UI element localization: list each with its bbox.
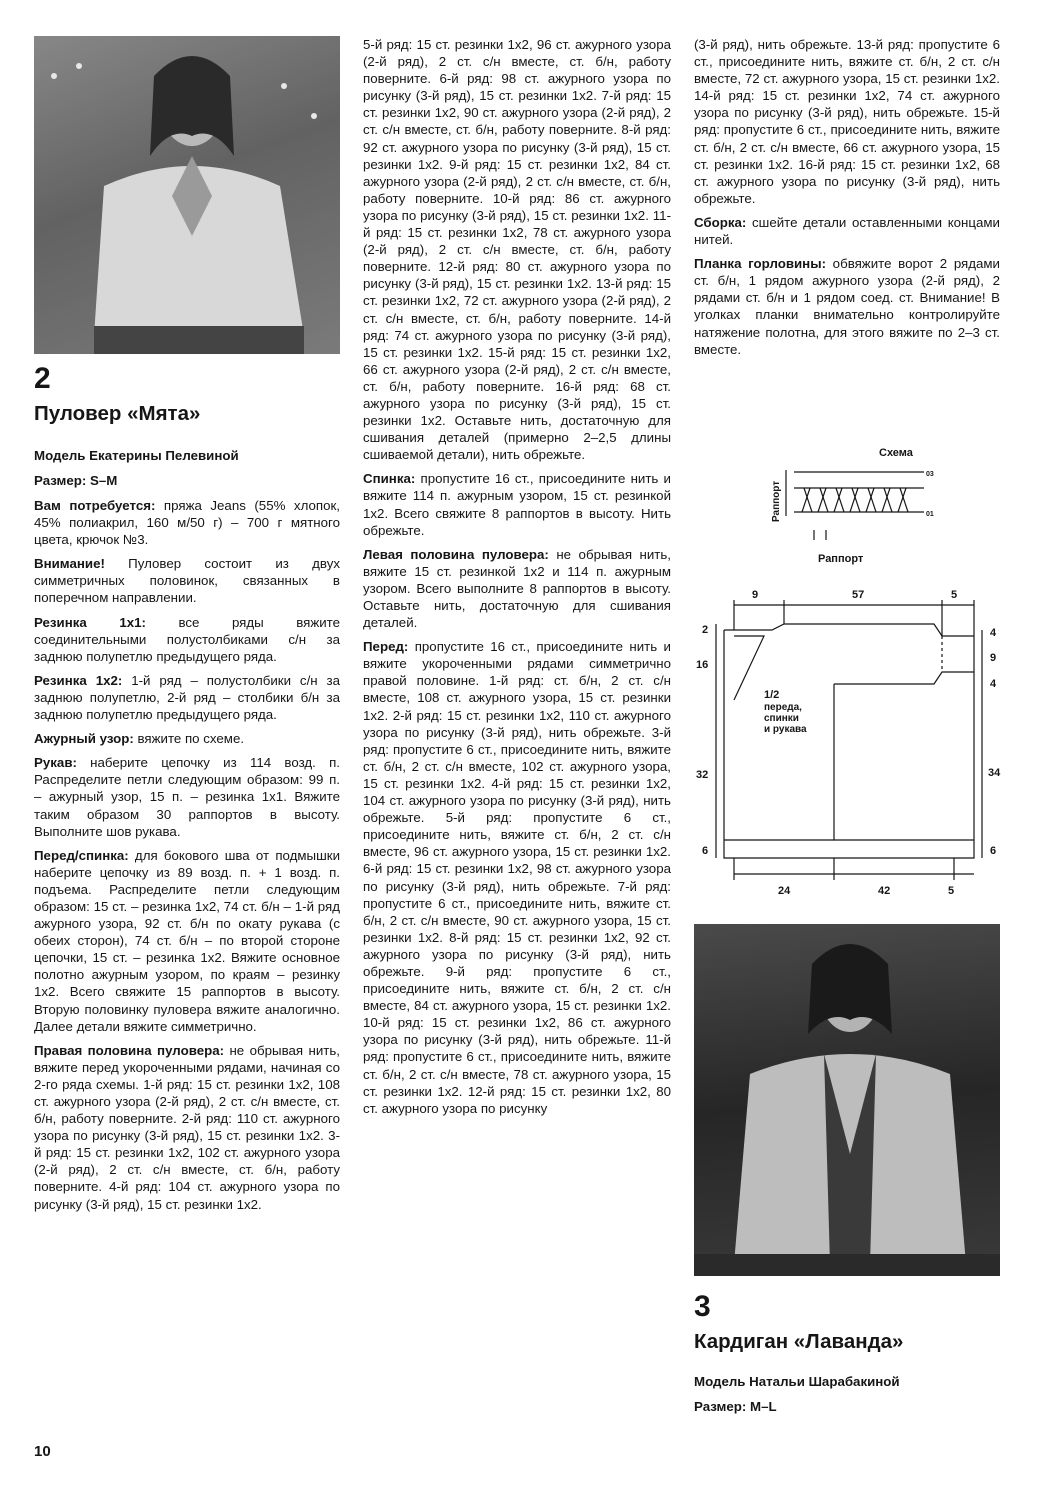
paragraph-label: Ажурный узор: [34,731,134,747]
garment-outline [716,600,982,880]
paragraph-label: Резинка 1х1: [34,614,146,630]
text-column-1 [34,497,340,1220]
dim-left-16: 16 [696,659,709,671]
rapport-horizontal-label: Раппорт [818,553,864,565]
paragraph-label: Правая половина пуловера: [34,1042,225,1058]
paragraph [34,555,340,606]
dim-right-6: 6 [990,845,997,857]
paragraph-text: 5-й ряд: 15 ст. резинки 1х2, 96 ст. ажурного узора (2-й ряд), 2 ст. с/н вместе, ст. б/н, работу поверните. 6-й ряд: 98 ст. ажурного узора по рисунку (3-й ряд), 15 ст. резинки 1х2. 7-й ряд: 15 ст. резинки 1х2, 90 ст. ажурного узора (2-й ряд), 2 ст. с/н вместе, ст. б/н, работу поверните. 8-й ряд: 92 ст. ажурного узора по рисунку (3-й ряд), 15 ст. резинки 1х2. 9-й ряд: 15 ст. резинки 1х2, 84 ст. ажурного узора (2-й ряд), 2 ст. с/н вместе, ст. б/н, работу поверните. 10-й ряд: 86 ст. ажурного узора по рисунку (3-й ряд), 15 ст. резинки 1х2. 11-й ряд: 15 ст. резинки 1х2, 78 ст. ажурного узора (2-й ряд), 2 ст. с/н вместе, ст. б/н, работу поверните. 12-й ряд: 80 ст. ажурного узора по рисунку (3-й ряд), 15 ст. резинки 1х2. 13-й ряд: 15 ст. резинки 1х2, 72 ст. ажурного узора (2-й ряд), 2 ст. с/н вместе, ст. б/н, работу поверните. 14-й ряд: 74 ст. ажурного узора по рисунку (3-й ряд), 15 ст. резинки 1х2. 15-й ряд: 15 ст. резинки 1х2, 66 ст. ажурного узора (2-й ряд), 2 ст. с/н вместе, ст. б/н, работу поверните. 16-й ряд: 68 ст. ажурного узора по рисунку (3-й ряд), 15 ст. резинки 1х2. Оставьте нить, достаточную для сшивания деталей (примерно 2–2,5 длины сшиваемой детали), нить обрежьте. [363,37,671,463]
size-line [694,1398,777,1415]
paragraph-label: Сборка: [694,214,747,230]
paragraph-text: не обрывая нить, вяжите перед укороченными рядами, начиная со 2-го ряда схемы. 1-й ряд: 15 ст. резинки 1х2, 108 ст. ажурного узора (2-й ряд), 2 ст. с/н вместе, ст. б/н, работу поверните. 2-й ряд: 110 ст. ажурного узора по рисунку (3-й ряд), 15 ст. резинки 1х2. 3-й ряд: 15 ст. резинки 1х2, 102 ст. ажурного узора (2-й ряд), 2 ст. с/н вместе, ст. б/н, работу поверните. 4-й ряд: 104 ст. ажурного узора по рисунку (3-й ряд), 15 ст. резинки 1х2. [34,1042,340,1212]
paragraph-label: Вам потребуется: [34,498,156,513]
paragraph [363,470,671,538]
cardigan-photo [694,924,1000,1276]
paragraph [34,730,340,747]
dim-left-32: 32 [696,769,709,781]
paragraph-label: Внимание! [34,556,105,572]
paragraph [34,754,340,839]
scheme-title: Схема [879,447,913,459]
rapport-vertical-label: Раппорт [771,480,782,522]
paragraph [34,1042,340,1213]
scheme-row-3: 03 [926,471,934,478]
dim-right-4a: 4 [990,627,997,639]
size-line [34,472,117,489]
paragraph-text: наберите цепочку из 114 возд. п. Распределите петли следующим образом: 99 п. – ажурный узор, 15 п. – резинка 1х1. Вяжите таким образом 30 раппортов в высоту. Выполните шов рукава. [34,755,340,839]
dim-bottom-42: 42 [878,885,891,897]
dim-left-6: 6 [702,845,709,857]
paragraph-label: Планка горловины: [694,256,826,272]
paragraph-label: Спинка: [363,471,416,487]
paragraph-text: 1-й ряд – полустолбики с/н за заднюю полупетлю, 2-й ряд – столбики б/н за заднюю полупетлю предыдущего ряда. [34,672,340,723]
paragraph-label: Перед: [363,639,409,655]
article-number: 3 [694,1290,711,1323]
dim-bottom-5: 5 [948,885,955,897]
paragraph-text: обвяжите ворот 2 рядами ст. б/н, 1 рядом ажурного узора (2-й ряд), 2 рядами ст. б/н и 1 рядом соед. ст. Внимание! В уголках планки внимательно контролируйте натяжение полотна, для этого вяжите по 2–3 ст. вместе. [694,256,1000,357]
scheme-row-1: 01 [926,511,934,518]
paragraph-text: пряжа Jeans (55% хлопок, 45% полиакрил, 160 м/50 г) – 700 г мятного цвета, крючок №3. [34,498,340,548]
dim-left-2: 2 [702,624,709,636]
paragraph-text: для бокового шва от подмышки наберите цепочку из 89 возд. п. + 1 возд. п. подъема. Распределите петли следующим образом: 15 ст. – резинка 1х2, 74 ст. б/н – 1-й ряд ажурного узора, 92 ст. б/н по окату рукава (с обеих сторон), 74 ст. б/н – по второй стороне цепочки, 15 ст. – резинка 1х2. Вяжите основное полотно ажурным узором, по краям – резинку 1х2. Всего свяжите 15 раппортов в высоту. Вторую половинку пуловера вяжите аналогично. Далее детали вяжите симметрично. [34,847,340,1034]
paragraph-text: (3-й ряд), нить обрежьте. 13-й ряд: пропустите 6 ст., присоедините нить, вяжите ст. б/н, 2 ст. с/н вместе, 72 ст. ажурного узора, 15 ст. резинки 1х2. 14-й ряд: 15 ст. резинки 1х2, 74 ст. ажурного узора по рисунку (3-й ряд), нить обрежьте. 15-й ряд: пропустите 6 ст., присоедините нить, вяжите ст. б/н, 2 ст. с/н вместе, 66 ст. ажурного узора, 15 ст. резинки 1х2. 16-й ряд: 15 ст. резинки 1х2, 68 ст. ажурного узора по рисунку (3-й ряд), нить обрежьте. [694,37,1000,206]
paragraph [363,36,671,463]
scheme-symbols [786,470,924,540]
paragraph [34,614,340,665]
paragraph [34,497,340,548]
paragraph-label: Левая половина пуловера: [363,546,549,562]
article-title: Кардиган «Лаванда» [694,1330,904,1353]
size-label: Размер: [34,473,87,488]
paragraph [34,847,340,1035]
dim-top-mid: 57 [852,589,865,601]
paragraph-text: пропустите 16 ст., присоедините нить и вяжите укороченными рядами симметрично правой половине. 1-й ряд: ст. б/н, 2 ст. с/н вместе, 108 ст. ажурного узора, 15 ст. резинки 1х2. 2-й ряд: 15 ст. резинки 1х2, 110 ст. ажурного узора по рисунку (3-й ряд), нить обрежьте. 3-й ряд: пропустите 6 ст., присоедините нить, вяжите ст. б/н, 2 ст. с/н вместе, 102 ст. ажурного узора, 15 ст. резинки 1х2. 4-й ряд: 15 ст. резинки 1х2, 104 ст. ажурного узора по рисунку (3-й ряд), нить обрежьте. 5-й ряд: пропустите 6 ст., присоедините нить, вяжите ст. б/н, 2 ст. с/н вместе, 96 ст. ажурного узора, 15 ст. резинки 1х2. 6-й ряд: 15 ст. резинки 1х2, 98 ст. ажурного узора по рисунку (3-й ряд), нить обрежьте. 7-й ряд: пропустите 6 ст., присоедините нить, вяжите ст. б/н, 2 ст. с/н вместе, 90 ст. ажурного узора, 15 ст. резинки 1х2. 8-й ряд: 15 ст. резинки 1х2, 92 ст. ажурного узора по рисунку (3-й ряд), нить обрежьте. 9-й ряд: пропустите 6 ст., присоедините нить, вяжите ст. б/н, 2 ст. с/н вместе, 84 ст. ажурного узора, 15 ст. резинки 1х2. 10-й ряд: 15 ст. резинки 1х2, 86 ст. ажурного узора по рисунку (3-й ряд), нить обрежьте. 11-й ряд: пропустите 6 ст., присоедините нить, вяжите ст. б/н, 2 ст. с/н вместе, 78 ст. ажурного узора, 15 ст. резинки 1х2. 12-й ряд: 15 ст. резинки 1х2, 80 ст. ажурного узора по рисунку [363,639,671,1116]
size-label: Размер: [694,1399,747,1414]
paragraph-text: пропустите 16 ст., присоедините нить и вяжите 114 п. ажурным узором, 15 ст. резинкой 1х2. Всего свяжите 8 раппортов в высоту. Нить обрежьте. [363,471,671,538]
paragraph [363,638,671,1117]
paragraph-text: вяжите по схеме. [133,731,245,747]
dim-right-34: 34 [988,767,1001,779]
dim-top-right: 5 [951,589,958,601]
paragraph-label: Рукав: [34,755,77,771]
paragraph-text: сшейте детали оставленными концами нитей. [694,214,1000,248]
paragraph [363,546,671,631]
text-column-2 [363,36,671,1124]
size-value: M–L [750,1399,777,1414]
paragraph [694,36,1000,207]
part-label-front: переда, [764,702,802,713]
paragraph-label: Резинка 1х2: [34,672,123,688]
dim-right-9: 9 [990,652,997,664]
paragraph-label: Перед/спинка: [34,847,129,863]
paragraph [694,214,1000,248]
model-author: Модель Натальи Шарабакиной [694,1374,900,1389]
paragraph-text: все ряды вяжите соединительными полустолбиками с/н за заднюю полупетлю предыдущего ряда. [34,614,340,664]
part-label-half: 1/2 [764,689,780,701]
paragraph-text: не обрывая нить, вяжите 15 ст. резинкой 1х2 и 114 п. ажурным узором. Всего выполните 8 раппортов в высоту. Оставьте нить, достаточную для сшивания деталей. [363,546,672,631]
article-number: 2 [34,362,51,395]
paragraph-text: Пуловер состоит из двух симметричных половинок, связанных в поперечном направлении. [34,556,340,606]
dim-top-left: 9 [752,589,759,601]
part-label-sleeve: и рукава [764,724,807,735]
model-author: Модель Екатерины Пелевиной [34,448,239,463]
cardigan-model-figure [694,924,1000,1276]
pullover-model-figure [34,36,340,354]
size-value: S–M [90,473,118,488]
paragraph [694,255,1000,358]
page-number: 10 [34,1443,51,1460]
pattern-diagram [694,440,1014,900]
dim-bottom-24: 24 [778,885,791,897]
article-title: Пуловер «Мята» [34,402,201,425]
paragraph [34,672,340,723]
text-column-3 [694,36,1000,365]
dim-right-4b: 4 [990,678,997,690]
part-label-back: спинки [764,713,799,724]
pullover-photo [34,36,340,354]
